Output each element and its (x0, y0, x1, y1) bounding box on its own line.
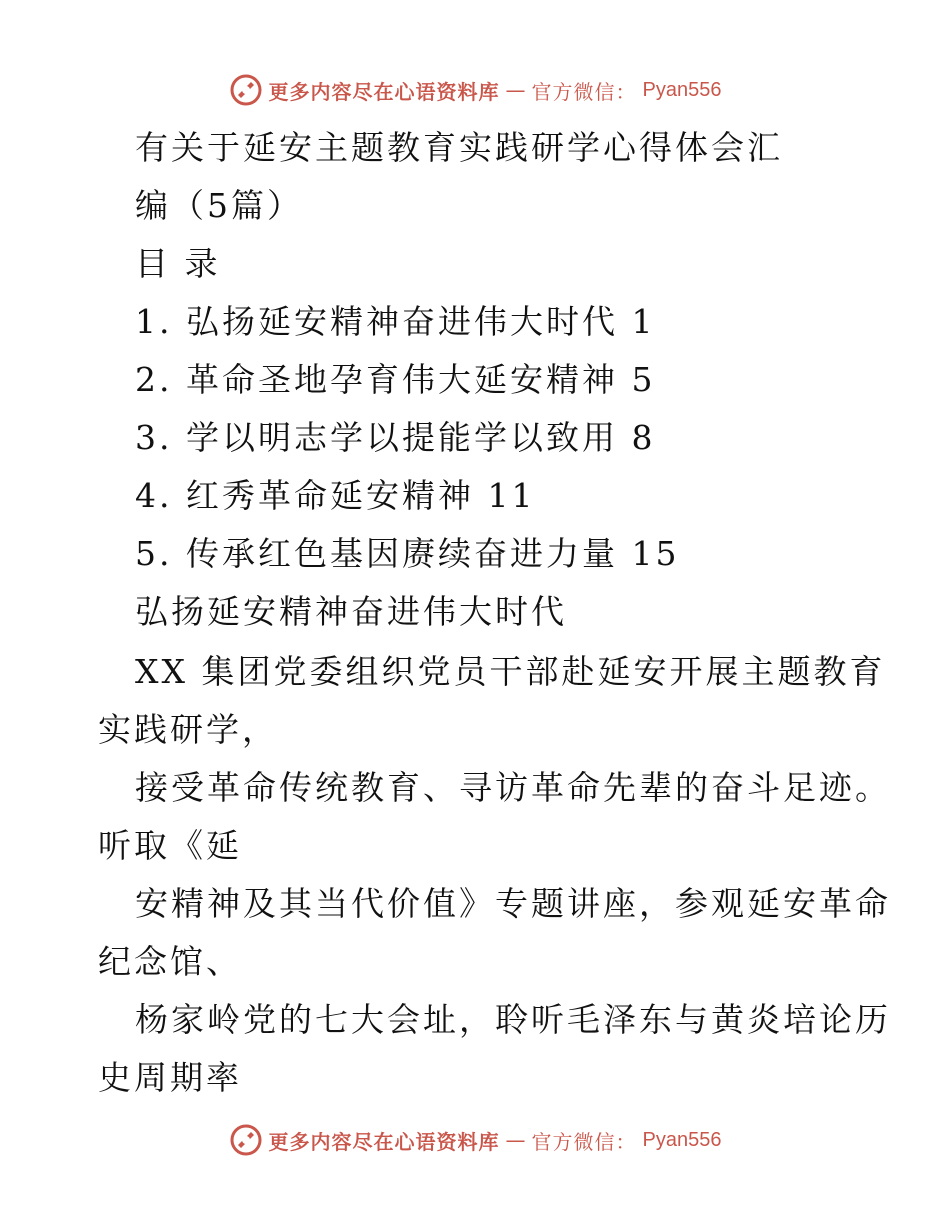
brand-logo-icon (229, 1123, 263, 1157)
document-title-line-2: 编（5篇） (135, 186, 303, 225)
body-line: XX 集团党委组织党员干部赴延安开展主题教育 (135, 652, 886, 691)
body-line: 实践研学， (98, 710, 278, 749)
toc-item: 3. 学以明志学以提能学以致用 8 (135, 418, 656, 457)
banner-wechat-id: Pyan556 (642, 78, 722, 101)
header-banner (0, 70, 950, 110)
toc-item: 1. 弘扬延安精神奋进伟大时代 1 (135, 302, 656, 341)
body-line: 安精神及其当代价值》专题讲座，参观延安革命 (135, 884, 891, 923)
body-line: 纪念馆、 (98, 942, 242, 981)
toc-item: 5. 传承红色基因赓续奋进力量 15 (135, 534, 680, 573)
toc-item: 4. 红秀革命延安精神 11 (135, 476, 536, 515)
footer-banner (0, 1120, 950, 1160)
document-title-line-1: 有关于延安主题教育实践研学心得体会汇 (135, 128, 783, 167)
body-line: 听取《延 (98, 826, 242, 865)
body-line: 接受革命传统教育、寻访革命先辈的奋斗足迹。 (135, 768, 891, 807)
body-line: 史周期率 (98, 1058, 242, 1097)
banner-wechat-label: 官方微信： (531, 1129, 637, 1154)
banner-separator: — (505, 78, 526, 102)
toc-heading: 目 录 (135, 244, 221, 283)
section-title: 弘扬延安精神奋进伟大时代 (135, 592, 567, 631)
body-line: 杨家岭党的七大会址，聆听毛泽东与黄炎培论历 (135, 1000, 891, 1039)
toc-item: 2. 革命圣地孕育伟大延安精神 5 (135, 360, 656, 399)
banner-text: 更多内容尽在心语资料库 (268, 1129, 500, 1154)
banner-wechat-id: Pyan556 (642, 1128, 722, 1151)
banner-separator: — (505, 1128, 526, 1152)
banner-wechat-label: 官方微信： (531, 79, 637, 104)
brand-logo-icon (229, 73, 263, 107)
banner-text: 更多内容尽在心语资料库 (268, 79, 500, 104)
